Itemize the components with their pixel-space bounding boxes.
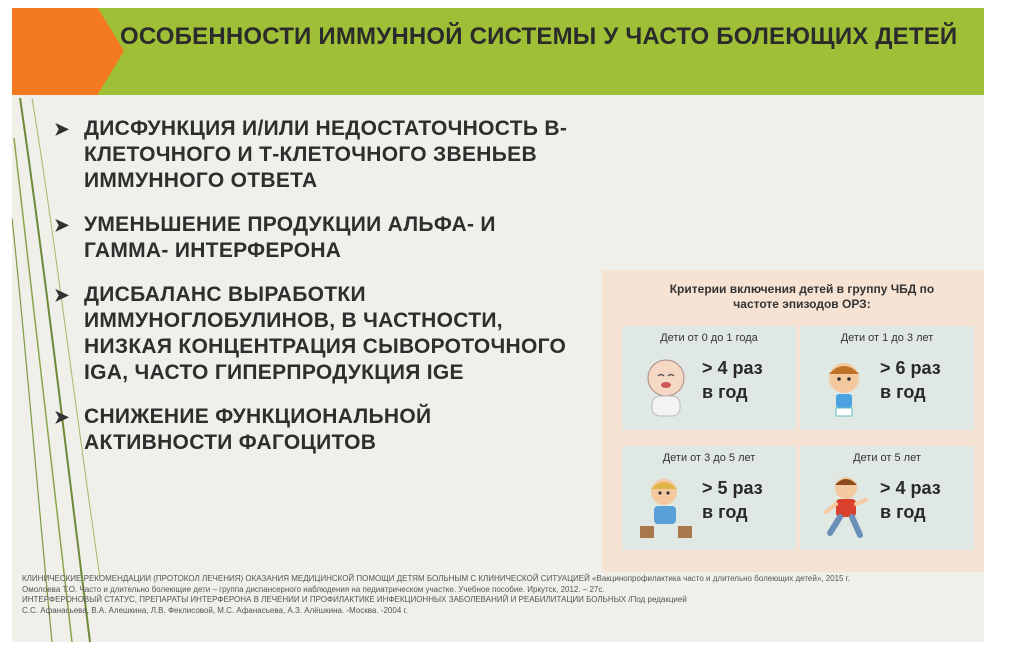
bullet-list — [54, 116, 574, 474]
criteria-card — [622, 446, 796, 550]
card-unit: в год — [702, 382, 748, 402]
arrow-bullet-icon: ➤ — [54, 215, 70, 235]
chevron-arrow-icon — [98, 8, 124, 94]
criteria-card — [800, 446, 974, 550]
criteria-card — [622, 326, 796, 430]
reference-line: С.С. Афанасьева, В.А. Алешкина, Л.В. Феклисовой, М.С. Афанасьева, А.З. Алёшкина. -Москва. -2004 г. — [22, 605, 408, 615]
card-count: > 5 раз — [702, 478, 763, 498]
criteria-panel — [602, 270, 984, 572]
card-age-label: Дети от 5 лет — [853, 452, 921, 464]
card-age-label: Дети от 3 до 5 лет — [662, 452, 756, 464]
bullet-item — [54, 212, 574, 264]
bullet-text: ДИСФУНКЦИЯ И/ИЛИ НЕДОСТАТОЧНОСТЬ В-КЛЕТОЧНОГО И Т-КЛЕТОЧНОГО ЗВЕНЬЕВ ИММУННОГО ОТВЕТА — [84, 117, 568, 192]
card-frequency — [880, 356, 941, 404]
card-unit: в год — [880, 502, 926, 522]
arrow-bullet-icon: ➤ — [54, 285, 70, 305]
arrow-bullet-icon: ➤ — [54, 407, 70, 427]
child-running-icon — [812, 472, 876, 544]
card-frequency — [702, 356, 763, 404]
slide — [12, 8, 984, 642]
arrow-bullet-icon: ➤ — [54, 119, 70, 139]
criteria-card — [800, 326, 974, 430]
card-frequency — [880, 476, 941, 524]
reference-line: КЛИНИЧЕСКИЕ РЕКОМЕНДАЦИИ (ПРОТОКОЛ ЛЕЧЕНИЯ) ОКАЗАНИЯ МЕДИЦИНСКОЙ ПОМОЩИ ДЕТЯМ БОЛЬНЫМ С КЛИНИЧЕСКОЙ СИТУАЦИЕЙ «Вакцинопрофилактика часто и длительно болеющих детей», 2015 г. — [22, 574, 850, 583]
baby-crying-icon — [634, 352, 698, 424]
criteria-title: Критерии включения детей в группу ЧБД по частоте эпизодов ОРЗ: — [669, 282, 935, 311]
orange-accent-tab — [12, 8, 98, 95]
card-frequency — [702, 476, 763, 524]
card-age-label: Дети от 1 до 3 лет — [840, 332, 934, 344]
card-count: > 4 раз — [702, 358, 763, 378]
bullet-item — [54, 404, 574, 456]
card-unit: в год — [702, 502, 748, 522]
toddler-icon — [812, 352, 876, 424]
card-count: > 6 раз — [880, 358, 941, 378]
bullet-text: ДИСБАЛАНС ВЫРАБОТКИ ИММУНОГЛОБУЛИНОВ, В ЧАСТНОСТИ, НИЗКАЯ КОНЦЕНТРАЦИЯ СЫВОРОТОЧНОГО IGA, ЧАСТО ГИПЕРПРОДУКЦИЯ IGE — [84, 283, 567, 384]
bullet-item — [54, 116, 574, 194]
references — [22, 574, 977, 616]
card-age-label: Дети от 0 до 1 года — [660, 332, 758, 344]
child-sitting-icon — [634, 472, 698, 544]
bullet-text: СНИЖЕНИЕ ФУНКЦИОНАЛЬНОЙ АКТИВНОСТИ ФАГОЦИТОВ — [84, 405, 432, 454]
bullet-item — [54, 282, 574, 386]
card-count: > 4 раз — [880, 478, 941, 498]
reference-line: Омолоева Т.О. Часто и длительно болеющие дети – группа диспансерного наблюдения на педиатрическом участке. Учебное пособие. Иркутск, 2012. – 27с. — [22, 584, 605, 594]
bullet-text: УМЕНЬШЕНИЕ ПРОДУКЦИИ АЛЬФА- И ГАММА- ИНТЕРФЕРОНА — [84, 213, 496, 262]
slide-title: ОСОБЕННОСТИ ИММУННОЙ СИСТЕМЫ У ЧАСТО БОЛЕЮЩИХ ДЕТЕЙ — [120, 23, 958, 50]
reference-line: ИНТЕРФЕРОНОВЫЙ СТАТУС, ПРЕПАРАТЫ ИНТЕРФЕРОНА В ЛЕЧЕНИИ И ПРОФИЛАКТИКЕ ИНФЕКЦИОННЫХ ЗАБОЛЕВАНИЙ И РЕАБИЛИТАЦИИ БОЛЬНЫХ /Под редакцией — [22, 595, 687, 604]
card-unit: в год — [880, 382, 926, 402]
